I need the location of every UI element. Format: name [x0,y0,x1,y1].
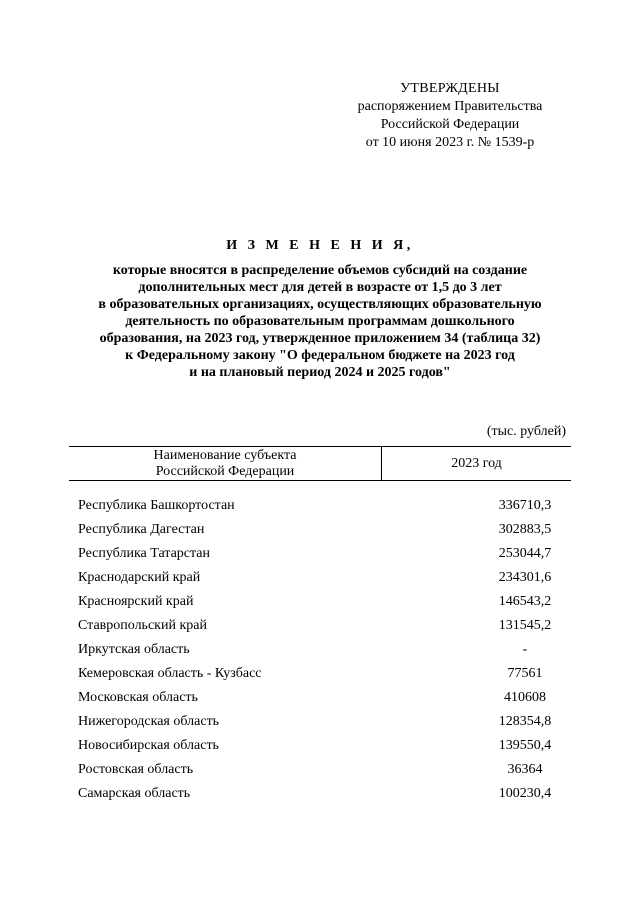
region-name: Республика Татарстан [78,546,211,561]
document-title [60,236,580,381]
region-name: Самарская область [78,786,191,801]
table-row [78,690,578,714]
title-line: которые вносятся в распределение объемов субсидий на создание [112,263,528,278]
table-row [78,522,578,546]
table-row [78,666,578,690]
table-row [78,738,578,762]
header-subject-line: Наименование субъекта [153,447,297,463]
table-row [78,714,578,738]
table-row [78,570,578,594]
title-line: образования, на 2023 год, утвержденное приложением 34 (таблица 32) [99,331,541,346]
region-value: 253044,7 [498,546,552,561]
region-value: 410608 [504,690,546,705]
unit-label: (тыс. рублей) [486,424,566,439]
approval-heading: УТВЕРЖДЕНЫ [400,81,500,96]
approval-line: распоряжением Правительства [357,99,543,114]
region-name: Иркутская область [78,642,190,657]
region-value: 146543,2 [498,594,552,609]
region-value: 100230,4 [498,786,552,801]
header-year: 2023 год [451,455,502,471]
region-name: Новосибирская область [78,738,219,753]
title-line: дополнительных мест для детей в возрасте от 1,5 до 3 лет [138,280,502,295]
table-row [78,786,578,810]
title-line: и на плановый период 2024 и 2025 годов" [189,365,451,380]
table-row [78,498,578,522]
table-header [69,446,571,481]
approval-block [330,80,570,152]
title-line: к Федеральному закону "О федеральном бюджете на 2023 год [125,348,515,363]
table-row [78,642,578,666]
region-value: - [522,642,528,657]
table-row [78,618,578,642]
region-name: Красноярский край [78,594,194,609]
title-line: в образовательных организациях, осуществляющих образовательную [98,297,542,312]
region-name: Кемеровская область - Кузбасс [78,666,262,681]
approval-line: Российской Федерации [380,117,520,132]
title-line: деятельность по образовательным программам дошкольного [125,314,515,329]
header-subject-line: Российской Федерации [155,463,295,479]
region-value: 336710,3 [498,498,552,513]
region-name: Республика Башкортостан [78,498,235,513]
region-name: Ростовская область [78,762,194,777]
title-caps: И З М Е Н Е Н И Я, [226,238,414,253]
region-value: 139550,4 [498,738,552,753]
title-lines [60,262,580,381]
region-value: 36364 [507,762,543,777]
region-value: 302883,5 [498,522,552,537]
region-name: Ставропольский край [78,618,207,633]
table-row [78,546,578,570]
region-value: 131545,2 [498,618,552,633]
header-subject-name [69,447,381,480]
region-name: Московская область [78,690,198,705]
region-value: 128354,8 [498,714,552,729]
region-name: Нижегородская область [78,714,220,729]
approval-date-line: от 10 июня 2023 г. № 1539-р [365,135,535,150]
table-body [78,498,578,810]
region-name: Краснодарский край [78,570,201,585]
region-value: 234301,6 [498,570,552,585]
region-name: Республика Дагестан [78,522,205,537]
table-row [78,762,578,786]
table-row [78,594,578,618]
region-value: 77561 [507,666,543,681]
